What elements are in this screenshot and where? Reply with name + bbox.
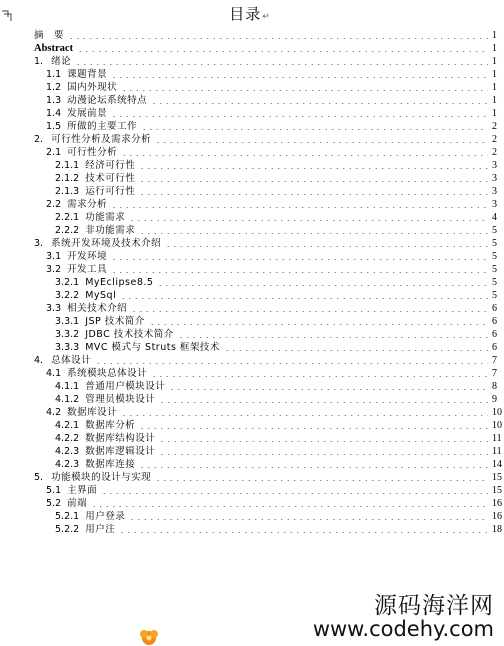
toc-entry-number: 3.3.3 [55,342,80,353]
dot-leader [139,181,488,182]
toc-entry-page: 5 [492,290,497,301]
toc-entry-page: 16 [492,511,502,522]
toc-entry-page: 6 [492,316,497,327]
toc-entry-page: 1 [492,56,497,67]
toc-entry-number: 4.2.2 [55,433,80,444]
toc-entry-title: 摘 要 [34,30,65,41]
toc-entry-page: 2 [492,147,497,158]
toc-entry-title: MyEclipse8.5 [85,277,154,288]
toc-entry-title: 普通用户模块设计 [85,381,166,392]
toc-entry[interactable] [0,458,500,471]
toc-entry-number: 4.1 [46,368,62,379]
toc-entry-title: MySql [85,290,117,301]
toc-entry-page: 3 [492,186,497,197]
toc-entry-title: 用户注 [85,524,116,535]
toc-entry-number: 1.2 [46,82,62,93]
toc-entry-page: 1 [492,82,497,93]
dot-leader [111,259,488,260]
toc-entry-number: 4.2 [46,407,62,418]
toc-entry-title: 可行性分析及需求分析 [51,134,152,145]
toc-title-text: 目录 [229,5,262,23]
dot-leader [157,285,488,286]
toc-entry-title: 系统模块总体设计 [67,368,148,379]
toc-entry-title: 需求分析 [67,199,108,210]
toc-entry-title: 管理员模块设计 [85,394,156,405]
toc-entry-number: 3.1 [46,251,62,262]
dot-leader [129,519,488,520]
toc-entry-number: 5.2.2 [55,524,80,535]
dot-leader [149,324,488,325]
toc-entry-number: 2.1.1 [55,160,80,171]
toc-entry[interactable] [0,497,500,510]
toc-entry-page: 3 [492,160,497,171]
toc-entry-number: 5.1 [46,485,62,496]
toc-entry-number: 4.1.1 [55,381,80,392]
toc-entry-number: 5. [34,472,44,483]
toc-entry-number: 2.2.2 [55,225,80,236]
toc-entry-number: 2.1.2 [55,173,80,184]
toc-entry[interactable] [0,224,500,237]
dot-leader [151,103,488,104]
toc-entry-page: 10 [492,407,502,418]
toc-entry-page: 15 [492,485,502,496]
toc-entry[interactable] [0,146,500,159]
toc-entry-title: 用户登录 [85,511,126,522]
toc-entry[interactable] [0,341,500,354]
toc-entry-number: 3.2.1 [55,277,80,288]
toc-entry-page: 1 [492,30,497,41]
toc-entry[interactable] [0,250,500,263]
toc-entry-title: JSP 技术简介 [85,316,145,327]
toc-entry-title: 功能需求 [85,212,126,223]
toc-entry-number: 2.1.3 [55,186,80,197]
toc-entry[interactable] [0,185,500,198]
toc-entry-number: 4. [34,355,44,366]
dot-leader [77,51,488,52]
toc-entry[interactable] [0,523,500,536]
toc-entry[interactable] [0,354,500,367]
toc-entry-page: 11 [492,433,502,444]
dot-leader [91,506,488,507]
toc-entry[interactable] [0,198,500,211]
toc-entry-page: 5 [492,238,497,249]
toc-entry-title: 开发环境 [67,251,108,262]
toc-entry-page: 3 [492,199,497,210]
toc-entry-page: 2 [492,134,497,145]
toc-entry-title: 数据库连接 [85,459,136,470]
toc-entry-number: 5.2.1 [55,511,80,522]
toc-entry[interactable] [0,315,500,328]
toc-entry-number: 3.2.2 [55,290,80,301]
toc-entry-page: 1 [492,43,497,54]
toc-entry[interactable] [0,276,500,289]
dot-leader [178,337,488,338]
dot-leader [159,454,488,455]
toc-entry-title: 数据库结构设计 [85,433,156,444]
toc-entry[interactable] [0,42,500,55]
toc-entry-title: 课题背景 [67,69,108,80]
toc-entry-page: 5 [492,277,497,288]
toc-entry[interactable] [0,107,500,120]
toc-entry-number: 3.3 [46,303,62,314]
toc-entry-number: 2.1 [46,147,62,158]
toc-entry-title: 发展前景 [67,108,108,119]
dot-leader [119,532,488,533]
toc-entry-page: 4 [492,212,497,223]
toc-entry-page: 18 [492,524,502,535]
dot-leader [159,441,488,442]
dot-leader [139,194,488,195]
toc-entry-title: 前端 [67,498,88,509]
dot-leader [141,129,488,130]
toc-entry-number: 1.3 [46,95,62,106]
toc-entry-title: 动漫论坛系统特点 [67,95,148,106]
toc-entry-title: 可行性分析 [67,147,118,158]
toc-entry[interactable] [0,367,500,380]
dot-leader [131,311,488,312]
toc-entry-page: 5 [492,264,497,275]
dot-leader [120,298,488,299]
toc-entry-page: 3 [492,173,497,184]
toc-entry[interactable] [0,237,500,250]
toc-entry-number: 1.4 [46,108,62,119]
toc-entry-title: 经济可行性 [85,160,136,171]
dot-leader [111,207,488,208]
dot-leader [155,480,488,481]
dot-leader [121,415,488,416]
dot-leader [139,233,488,234]
dot-leader [129,220,488,221]
dot-leader [169,389,488,390]
toc-entry-title: 相关技术介绍 [67,303,128,314]
toc-entry[interactable] [0,432,500,445]
toc-entry-page: 8 [492,381,497,392]
toc-entry[interactable] [0,484,500,497]
toc-entry-title: 功能模块的设计与实现 [51,472,152,483]
table-of-contents [0,29,500,536]
dot-leader [139,467,488,468]
toc-entry-number: 1. [34,56,44,67]
toc-entry-number: 3. [34,238,44,249]
dot-leader [159,402,488,403]
dot-leader [155,142,488,143]
watermark-site-name: 源码海洋网 [374,593,494,619]
toc-entry[interactable] [0,55,500,68]
toc-entry-page: 15 [492,472,502,483]
toc-entry[interactable] [0,120,500,133]
toc-entry[interactable] [0,263,500,276]
toc-entry-page: 9 [492,394,497,405]
toc-entry[interactable] [0,510,500,523]
toc-entry-title: 非功能需求 [85,225,136,236]
toc-entry-number: 4.2.1 [55,420,80,431]
toc-entry-number: 3.3.2 [55,329,80,340]
dot-leader [111,272,488,273]
toc-entry[interactable] [0,81,500,94]
toc-entry-title: 绪论 [51,56,72,67]
dot-leader [121,155,488,156]
toc-entry-title: 技术可行性 [85,173,136,184]
toc-entry-number: 4.2.3 [55,459,80,470]
dot-leader [139,168,488,169]
toc-entry-number: 5.2 [46,498,62,509]
toc-entry-page: 11 [492,446,502,457]
toc-entry-page: 5 [492,225,497,236]
dot-leader [95,363,488,364]
toc-entry[interactable] [0,302,500,315]
toc-entry-page: 7 [492,368,497,379]
toc-entry[interactable] [0,211,500,224]
toc-entry[interactable] [0,393,500,406]
toc-entry-number: 3.3.1 [55,316,80,327]
toc-entry-page: 1 [492,95,497,106]
toc-entry-title: 开发工具 [67,264,108,275]
toc-entry-page: 2 [492,121,497,132]
toc-entry-title: JDBC 技术技术简介 [85,329,174,340]
toc-entry[interactable] [0,328,500,341]
toc-entry[interactable] [0,471,500,484]
toc-entry-number: 2.2.1 [55,212,80,223]
dot-leader [75,64,488,65]
toc-entry-page: 6 [492,329,497,340]
toc-entry-title: 数据库分析 [85,420,136,431]
toc-entry-number: 2. [34,134,44,145]
toc-entry[interactable] [0,29,500,42]
toc-entry-title: 主界面 [67,485,98,496]
toc-entry[interactable] [0,159,500,172]
toc-entry[interactable] [0,406,500,419]
toc-entry-title: 数据库设计 [67,407,118,418]
toc-entry-page: 1 [492,69,497,80]
toc-entry-page: 14 [492,459,502,470]
watermark-url: www.codehy.com [312,617,494,641]
toc-entry[interactable] [0,380,500,393]
dot-leader [165,246,488,247]
dot-leader [111,77,488,78]
toc-entry-title: MVC 模式与 Struts 框架技术 [85,342,220,353]
toc-entry-number: 2.2 [46,199,62,210]
toc-entry-page: 7 [492,355,497,366]
toc-entry[interactable] [0,68,500,81]
dot-leader [139,428,488,429]
dot-leader [68,38,488,39]
toc-entry-page: 10 [492,420,502,431]
toc-entry-title: 总体设计 [51,355,92,366]
toc-entry-page: 16 [492,498,502,509]
toc-entry-number: 1.1 [46,69,62,80]
toc-entry-page: 1 [492,108,497,119]
toc-entry-number: 4.2.3 [55,446,80,457]
watermark [313,593,494,641]
toc-entry-number: 3.2 [46,264,62,275]
toc-entry-title: 数据库逻辑设计 [85,446,156,457]
dot-leader [224,350,488,351]
paragraph-mark-icon: ↵ [262,12,271,22]
toc-entry-number: 1.5 [46,121,62,132]
toc-entry[interactable] [0,133,500,146]
toc-entry-number: 4.1.2 [55,394,80,405]
toc-entry-page: 6 [492,303,497,314]
toc-entry[interactable] [0,289,500,302]
toc-title [0,3,500,24]
toc-entry-page: 5 [492,251,497,262]
toc-entry[interactable] [0,419,500,432]
toc-entry-title: 国内外现状 [67,82,118,93]
dot-leader [111,116,488,117]
dot-leader [121,90,488,91]
dot-leader [101,493,488,494]
toc-entry-title: 系统开发环境及技术介绍 [51,238,162,249]
flower-logo-icon [138,628,160,646]
toc-entry-title: Abstract [34,43,74,54]
toc-entry-page: 6 [492,342,497,353]
toc-entry-title: 所做的主要工作 [67,121,138,132]
toc-entry[interactable] [0,445,500,458]
toc-entry-title: 运行可行性 [85,186,136,197]
toc-entry[interactable] [0,94,500,107]
toc-entry[interactable] [0,172,500,185]
dot-leader [151,376,488,377]
